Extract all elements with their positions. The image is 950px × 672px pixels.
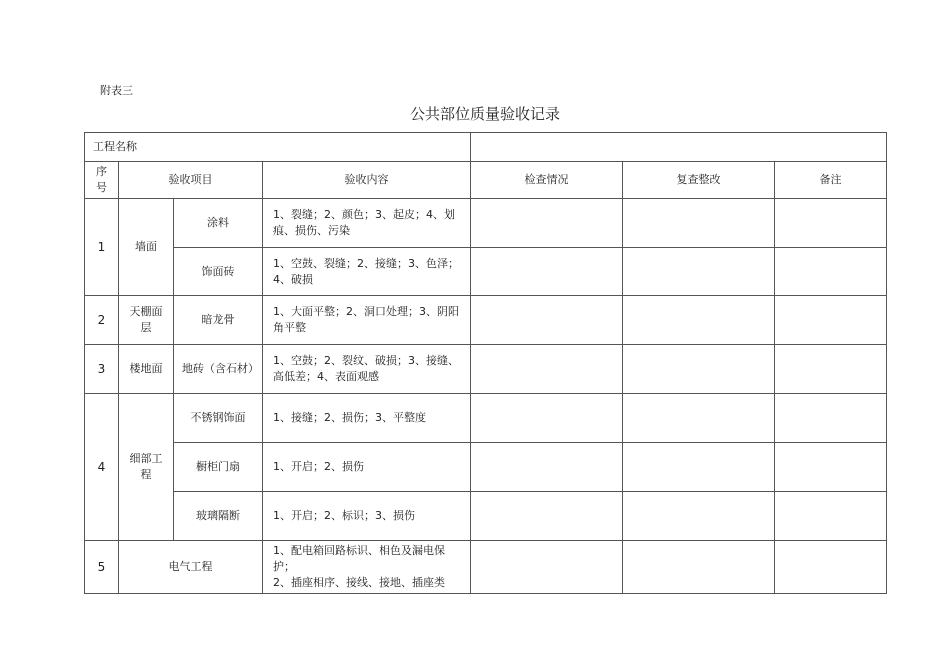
table-row: [85, 443, 887, 492]
remarks-cell[interactable]: [775, 443, 887, 492]
inspection-cell[interactable]: [471, 296, 623, 345]
subitem: 橱柜门扇: [174, 443, 263, 492]
seq-number: 3: [85, 345, 119, 394]
recheck-cell[interactable]: [623, 296, 775, 345]
recheck-cell[interactable]: [623, 541, 775, 594]
project-name-label: 工程名称: [85, 133, 471, 162]
seq-number: 2: [85, 296, 119, 345]
recheck-cell[interactable]: [623, 248, 775, 296]
inspection-cell[interactable]: [471, 541, 623, 594]
remarks-cell[interactable]: [775, 248, 887, 296]
inspection-cell[interactable]: [471, 492, 623, 541]
subitem: 不锈钢饰面: [174, 394, 263, 443]
remarks-cell[interactable]: [775, 541, 887, 594]
subitem: 玻璃隔断: [174, 492, 263, 541]
seq-number: 5: [85, 541, 119, 594]
remarks-cell[interactable]: [775, 296, 887, 345]
remarks-cell[interactable]: [775, 394, 887, 443]
acceptance-content: 1、裂缝；2、颜色；3、起皮；4、划痕、损伤、污染: [263, 199, 471, 248]
acceptance-content: 1、开启；2、损伤: [263, 443, 471, 492]
category: 天棚面层: [119, 296, 174, 345]
header-recheck: 复查整改: [623, 162, 775, 199]
inspection-cell[interactable]: [471, 248, 623, 296]
subitem: 暗龙骨: [174, 296, 263, 345]
project-name-value[interactable]: [471, 133, 887, 162]
acceptance-record-table: [84, 132, 887, 594]
acceptance-content: 1、开启；2、标识；3、损伤: [263, 492, 471, 541]
project-name-row: [85, 133, 887, 162]
recheck-cell[interactable]: [623, 443, 775, 492]
acceptance-content: 1、配电箱回路标识、相色及漏电保护； 2、插座相序、接线、接地、插座类: [263, 541, 471, 594]
inspection-cell[interactable]: [471, 443, 623, 492]
header-content: 验收内容: [263, 162, 471, 199]
recheck-cell[interactable]: [623, 394, 775, 443]
inspection-cell[interactable]: [471, 345, 623, 394]
recheck-cell[interactable]: [623, 492, 775, 541]
inspection-cell[interactable]: [471, 199, 623, 248]
table-row: [85, 492, 887, 541]
remarks-cell[interactable]: [775, 492, 887, 541]
remarks-cell[interactable]: [775, 345, 887, 394]
seq-number: 1: [85, 199, 119, 296]
inspection-cell[interactable]: [471, 394, 623, 443]
appendix-label: 附表三: [100, 84, 133, 97]
table-row: [85, 345, 887, 394]
acceptance-content: 1、大面平整；2、洞口处理；3、阴阳角平整: [263, 296, 471, 345]
acceptance-content: 1、接缝；2、损伤；3、平整度: [263, 394, 471, 443]
page-title: 公共部位质量验收记录: [409, 105, 560, 123]
category: 墙面: [119, 199, 174, 296]
table-row: [85, 394, 887, 443]
recheck-cell[interactable]: [623, 345, 775, 394]
subitem: 饰面砖: [174, 248, 263, 296]
header-seq: 序 号: [85, 162, 119, 199]
acceptance-content: 1、空鼓；2、裂纹、破损；3、接缝、高低差；4、表面观感: [263, 345, 471, 394]
header-row: [85, 162, 887, 199]
seq-number: 4: [85, 394, 119, 541]
subitem: 地砖（含石材）: [174, 345, 263, 394]
subitem: 涂料: [174, 199, 263, 248]
table-row: [85, 296, 887, 345]
acceptance-content: 1、空鼓、裂缝；2、接缝；3、色泽； 4、破损: [263, 248, 471, 296]
header-remarks: 备注: [775, 162, 887, 199]
category: 电气工程: [119, 541, 263, 594]
table-row: [85, 248, 887, 296]
category: 细部工程: [119, 394, 174, 541]
table-row: [85, 199, 887, 248]
header-inspection: 检查情况: [471, 162, 623, 199]
category: 楼地面: [119, 345, 174, 394]
remarks-cell[interactable]: [775, 199, 887, 248]
header-item: 验收项目: [119, 162, 263, 199]
recheck-cell[interactable]: [623, 199, 775, 248]
table-row: [85, 541, 887, 594]
